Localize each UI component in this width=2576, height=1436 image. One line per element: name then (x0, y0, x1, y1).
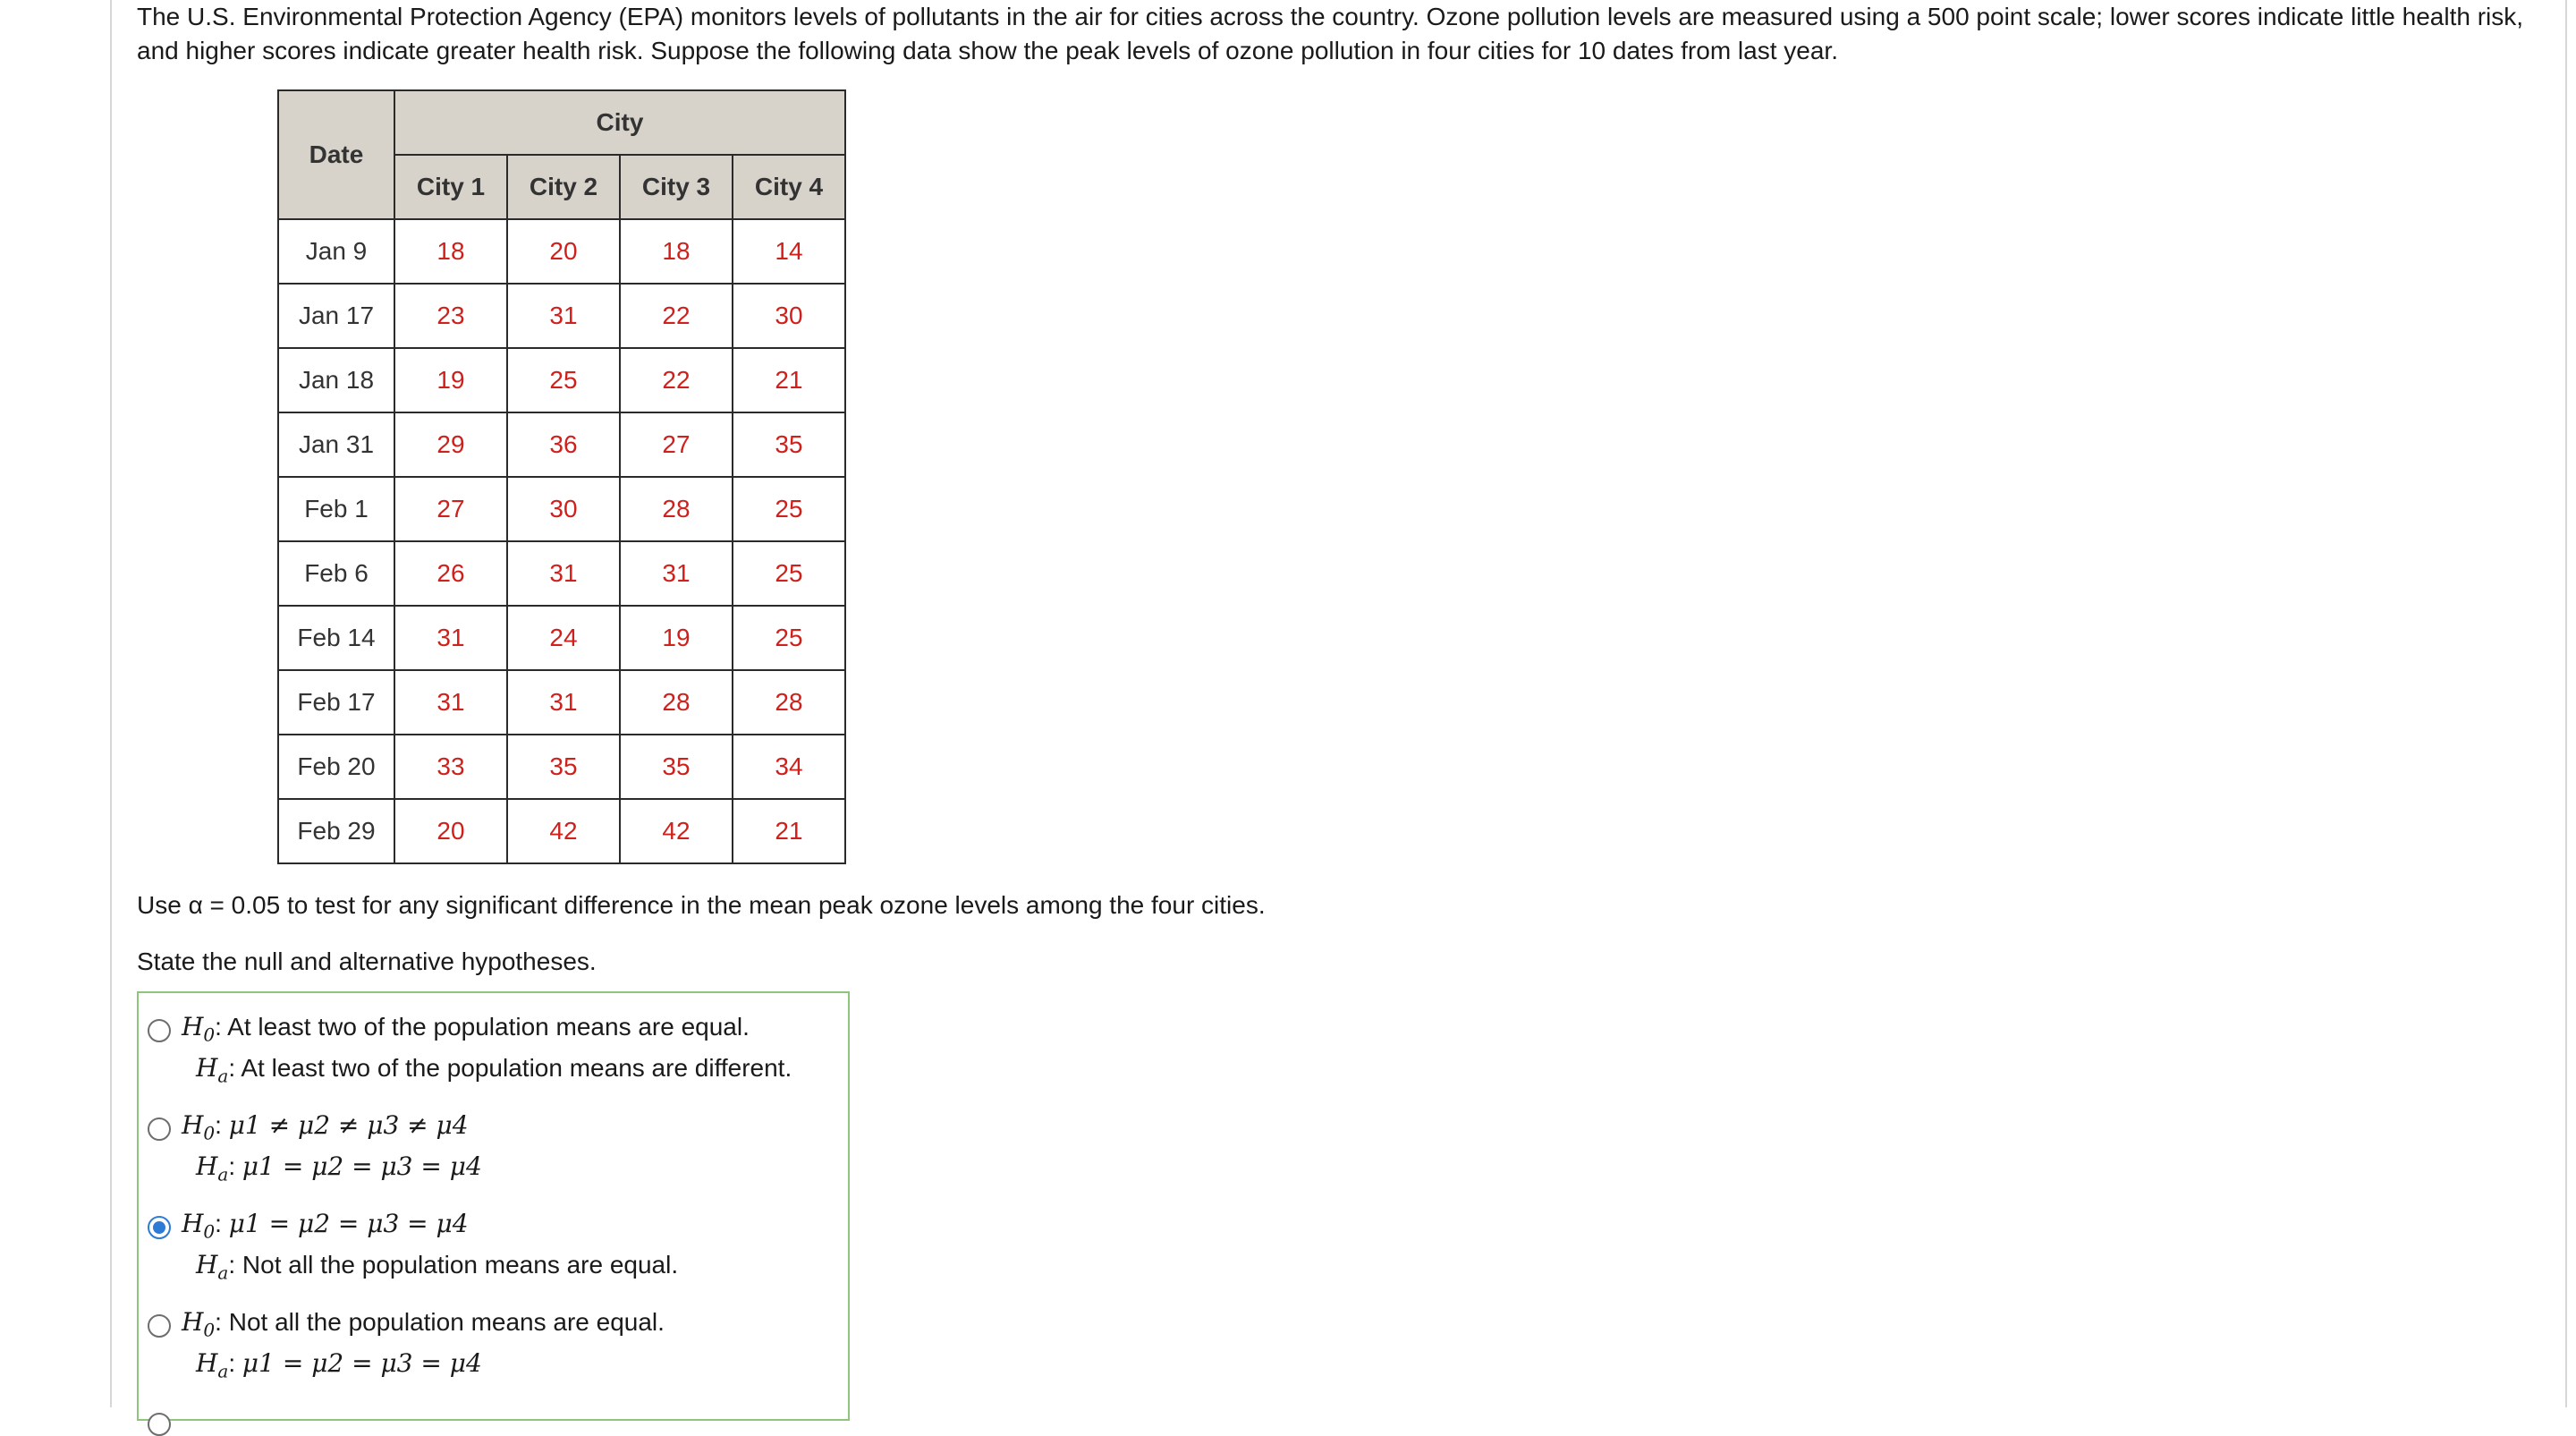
ozone-value-cell: 27 (394, 477, 507, 541)
hypotheses-prompt: State the null and alternative hypotheses. (137, 947, 597, 975)
city-header: City 4 (733, 155, 845, 219)
problem-intro: The U.S. Environmental Protection Agency (EPA) monitors levels of pollutants in the air for cities across the country. Ozone pollution levels are measured using a 500 point scale; lower scores indicate little health risk, and higher scores indicate greater health risk. Suppose the following data show the peak levels of ozone pollution in four cities for 10 dates from last year. (137, 3, 2524, 64)
ozone-value-cell: 19 (394, 348, 507, 412)
date-cell: Feb 14 (278, 606, 394, 670)
alt-hypothesis: $H_a$: Not all the population means are equal. (196, 1250, 679, 1284)
alt-hypothesis: $H_a$: At least two of the population means are different. (196, 1053, 792, 1087)
null-hypothesis: $H_0$: Not all the population means are equal. (182, 1307, 665, 1341)
table-row (278, 799, 845, 863)
ozone-value-cell: 42 (507, 799, 620, 863)
alt-hypothesis: $H_a$: μ1 = μ2 = μ3 = μ4 (196, 1151, 482, 1185)
ozone-value-cell: 28 (620, 670, 733, 735)
option-ha-text: μ1 = μ2 = μ3 = μ4 (242, 1348, 482, 1378)
date-cell: Feb 29 (278, 799, 394, 863)
ozone-value-cell: 31 (394, 670, 507, 735)
option-ha-text: μ1 = μ2 = μ3 = μ4 (242, 1151, 482, 1181)
table-row (278, 219, 845, 284)
radio-button[interactable] (148, 1117, 171, 1141)
null-hypothesis: $H_0$: μ1 ≠ μ2 ≠ μ3 ≠ μ4 (182, 1110, 469, 1144)
alt-hypothesis: $H_a$: μ1 = μ2 = μ3 = μ4 (196, 1348, 482, 1382)
ozone-value-cell: 25 (733, 606, 845, 670)
ozone-value-cell: 35 (507, 735, 620, 799)
ozone-value-cell: 25 (733, 541, 845, 606)
city-header: City 2 (507, 155, 620, 219)
ozone-value-cell: 34 (733, 735, 845, 799)
ozone-value-cell: 20 (507, 219, 620, 284)
radio-button[interactable] (148, 1314, 171, 1338)
city-header: City 3 (620, 155, 733, 219)
date-cell: Feb 20 (278, 735, 394, 799)
date-cell: Jan 31 (278, 412, 394, 477)
ozone-data-table (277, 89, 846, 864)
ozone-value-cell: 35 (620, 735, 733, 799)
null-hypothesis: $H_0$: μ1 = μ2 = μ3 = μ4 (182, 1209, 469, 1243)
ozone-value-cell: 14 (733, 219, 845, 284)
ozone-value-cell: 18 (620, 219, 733, 284)
table-row (278, 477, 845, 541)
test-instruction: Use α = 0.05 to test for any significant difference in the mean peak ozone levels among the four cities. (137, 891, 1266, 919)
ozone-value-cell: 30 (507, 477, 620, 541)
date-cell: Feb 17 (278, 670, 394, 735)
date-cell: Feb 6 (278, 541, 394, 606)
ozone-value-cell: 25 (507, 348, 620, 412)
ozone-value-cell: 31 (394, 606, 507, 670)
ozone-value-cell: 21 (733, 799, 845, 863)
option-h0-text: μ1 = μ2 = μ3 = μ4 (228, 1209, 469, 1238)
ozone-value-cell: 20 (394, 799, 507, 863)
null-hypothesis: $H_0$: At least two of the population means are equal. (182, 1012, 750, 1046)
date-cell: Jan 9 (278, 219, 394, 284)
ozone-value-cell: 28 (733, 670, 845, 735)
table-row (278, 606, 845, 670)
table-row (278, 412, 845, 477)
ozone-value-cell: 22 (620, 348, 733, 412)
option-ha-text: Not all the population means are equal. (242, 1251, 679, 1279)
ozone-value-cell: 31 (507, 284, 620, 348)
radio-button[interactable] (148, 1019, 171, 1042)
ozone-value-cell: 35 (733, 412, 845, 477)
option-h0-text: Not all the population means are equal. (228, 1308, 665, 1336)
ozone-value-cell: 18 (394, 219, 507, 284)
date-cell: Jan 17 (278, 284, 394, 348)
ozone-value-cell: 30 (733, 284, 845, 348)
ozone-value-cell: 42 (620, 799, 733, 863)
ozone-value-cell: 27 (620, 412, 733, 477)
table-row (278, 670, 845, 735)
option-h0-text: At least two of the population means are equal. (227, 1013, 750, 1041)
city-group-header: City (394, 90, 845, 155)
ozone-value-cell: 24 (507, 606, 620, 670)
city-header: City 1 (394, 155, 507, 219)
ozone-value-cell: 25 (733, 477, 845, 541)
ozone-value-cell: 36 (507, 412, 620, 477)
radio-button[interactable] (148, 1413, 171, 1436)
ozone-value-cell: 33 (394, 735, 507, 799)
date-cell: Jan 18 (278, 348, 394, 412)
table-row (278, 541, 845, 606)
ozone-value-cell: 28 (620, 477, 733, 541)
date-cell: Feb 1 (278, 477, 394, 541)
ozone-value-cell: 29 (394, 412, 507, 477)
hypothesis-options (137, 991, 850, 1421)
ozone-value-cell: 26 (394, 541, 507, 606)
ozone-value-cell: 23 (394, 284, 507, 348)
date-header: Date (278, 90, 394, 219)
table-row (278, 348, 845, 412)
ozone-value-cell: 21 (733, 348, 845, 412)
ozone-value-cell: 19 (620, 606, 733, 670)
table-row (278, 284, 845, 348)
ozone-value-cell: 31 (620, 541, 733, 606)
ozone-value-cell: 22 (620, 284, 733, 348)
ozone-value-cell: 31 (507, 670, 620, 735)
ozone-value-cell: 31 (507, 541, 620, 606)
option-h0-text: μ1 ≠ μ2 ≠ μ3 ≠ μ4 (228, 1110, 469, 1140)
radio-button-selected[interactable] (148, 1216, 171, 1239)
table-row (278, 735, 845, 799)
option-ha-text: At least two of the population means are different. (241, 1054, 792, 1082)
